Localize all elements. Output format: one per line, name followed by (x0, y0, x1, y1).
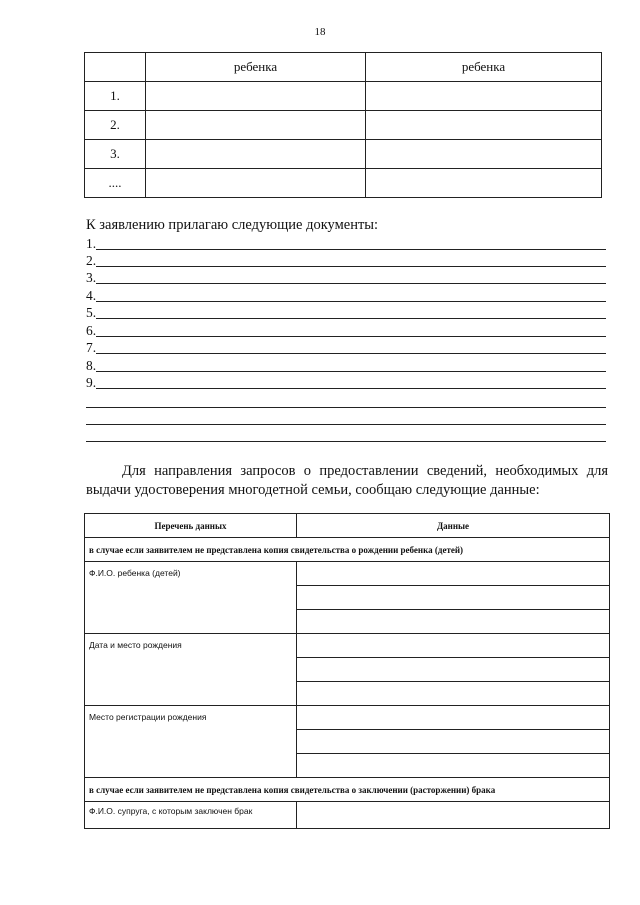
blank-line[interactable] (86, 424, 606, 425)
header-child-col-1: ребенка (146, 53, 366, 82)
spouse-name-label: Ф.И.О. супруга, с которым заключен брак (85, 802, 297, 829)
paragraph-line-1: Для направления запросов о предоставлении сведений, необходимых для (122, 463, 608, 479)
blank-line[interactable] (86, 407, 606, 408)
table-row (85, 169, 602, 198)
row-number: 2. (85, 111, 146, 140)
children-table (84, 52, 602, 198)
section-title: в случае если заявителем не представлена копия свидетельства о рождении ребенка (детей) (85, 538, 610, 562)
attachments-heading: К заявлению прилагаю следующие документы: (86, 217, 379, 233)
birth-date-place-field[interactable] (297, 634, 610, 658)
blank-line[interactable] (86, 441, 606, 442)
attachment-number: 7. (86, 340, 97, 355)
row-number: 3. (85, 140, 146, 169)
attachment-number: 8. (86, 358, 97, 373)
column-list-header: Перечень данных (85, 514, 297, 538)
children-table-header (85, 53, 602, 82)
child-cell[interactable] (366, 111, 602, 140)
attachment-number: 6. (86, 323, 97, 338)
child-cell[interactable] (366, 140, 602, 169)
birth-date-place-label: Дата и место рождения (85, 634, 297, 706)
data-table (84, 513, 610, 829)
attachment-number: 3. (86, 270, 97, 285)
birth-registration-field[interactable] (297, 706, 610, 730)
attachment-line-9[interactable] (86, 375, 606, 392)
table-row (85, 140, 602, 169)
table-row (85, 562, 610, 586)
table-row (85, 82, 602, 111)
attachment-line-1[interactable] (86, 236, 606, 253)
row-number: 1. (85, 82, 146, 111)
attachment-line-8[interactable] (86, 358, 606, 375)
paragraph-line-2: выдачи удостоверения многодетной семьи, сообщаю следующие данные: (86, 482, 540, 498)
attachment-line-5[interactable] (86, 305, 606, 322)
birth-registration-field[interactable] (297, 730, 610, 754)
section-row-marriage-certificate (85, 778, 610, 802)
attachment-number: 5. (86, 305, 97, 320)
birth-registration-label: Место регистрации рождения (85, 706, 297, 778)
attachment-line-7[interactable] (86, 340, 606, 357)
child-name-field[interactable] (297, 562, 610, 586)
section-row-birth-certificate (85, 538, 610, 562)
attachment-line-4[interactable] (86, 288, 606, 305)
child-cell[interactable] (146, 111, 366, 140)
row-number: .... (85, 169, 146, 198)
data-table-header (85, 514, 610, 538)
attachment-number: 4. (86, 288, 97, 303)
birth-date-place-field[interactable] (297, 682, 610, 706)
section-title: в случае если заявителем не представлена копия свидетельства о заключении (расторжении) брака (85, 778, 610, 802)
child-cell[interactable] (146, 140, 366, 169)
table-row (85, 634, 610, 658)
header-empty-cell (85, 53, 146, 82)
page-number: 18 (314, 26, 326, 38)
attachment-line-3[interactable] (86, 270, 606, 287)
attachment-line-6[interactable] (86, 323, 606, 340)
attachment-number: 9. (86, 375, 97, 390)
header-child-col-2: ребенка (366, 53, 602, 82)
child-cell[interactable] (366, 169, 602, 198)
child-name-field[interactable] (297, 610, 610, 634)
attachment-number: 1. (86, 236, 97, 251)
column-data-header: Данные (297, 514, 610, 538)
child-cell[interactable] (146, 82, 366, 111)
table-row (85, 706, 610, 730)
birth-registration-field[interactable] (297, 754, 610, 778)
birth-date-place-field[interactable] (297, 658, 610, 682)
child-cell[interactable] (146, 169, 366, 198)
child-cell[interactable] (366, 82, 602, 111)
request-paragraph (86, 462, 608, 500)
attachment-line-2[interactable] (86, 253, 606, 270)
table-row (85, 802, 610, 829)
child-name-field[interactable] (297, 586, 610, 610)
child-name-label: Ф.И.О. ребенка (детей) (85, 562, 297, 634)
table-row (85, 111, 602, 140)
attachment-number: 2. (86, 253, 97, 268)
spouse-name-field[interactable] (297, 802, 610, 829)
